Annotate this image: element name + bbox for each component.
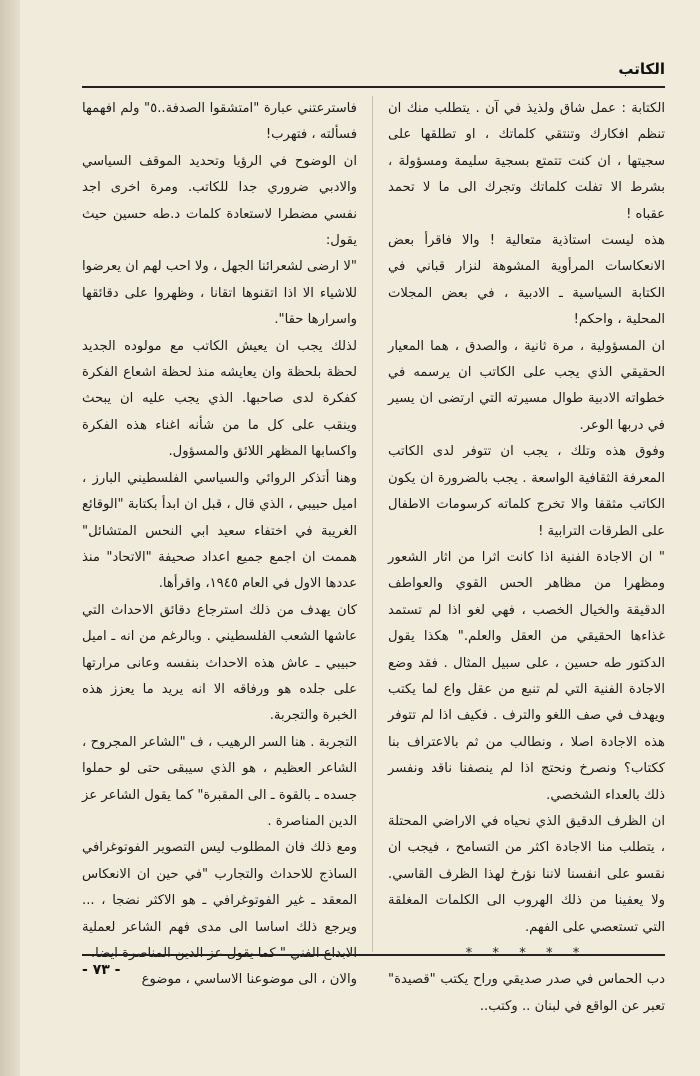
paragraph: هذه ليست استاذية متعالية ! والا فاقرأ بعض الانعكاسات المرأوية المشوهة لنزار قباني في الكتابة السياسية ـ الادبية ، في بعض المجلات المحلية ، واحكم! (388, 233, 665, 328)
column-divider (372, 96, 373, 952)
header-rule (82, 86, 665, 88)
paragraph: فاسترعتني عبارة "امتشقوا الصدفة..٥" ولم افهمها فسألته ، فتهرب! (82, 101, 357, 143)
page-header-title: الكاتب (618, 60, 665, 78)
paragraph: لذلك يجب ان يعيش الكاتب مع مولوده الجديد لحظة بلحظة وان يعايشه منذ لحظة اشعاع الفكرة كفكرة لدى صاحبها. الذي يجب عليه ان يبحث وينقب على كل ما من شأنه اغناء هذه الفكرة واكسابها المظهر اللائق والمسؤول. (82, 338, 357, 460)
paragraph: التجربة . هنا السر الرهيب ، ف "الشاعر المجروح ، الشاعر العظيم ، هو الذي سيبقى حتى لو حملوا جسده ـ بالقوة ـ الى المقبرة" كما يقول الشاعر عز الدين المناصرة . (82, 734, 357, 829)
paragraph: وهنا أتذكر الروائي والسياسي الفلسطيني البارز ، اميل حبيبي ، الذي قال ، قبل ان ابدأ بكتابة "الوقائع الغريبة في اختفاء سعيد ابي النحس المتشائل" هممت ان اجمع جميع اعداد صحيفة "الاتحاد" منذ عددها الاول في العام ١٩٤٥، واقرأها. (82, 470, 357, 592)
page-number: - ٧٣ - (82, 962, 121, 978)
paragraph: ان الظرف الدقيق الذي نحياه في الاراضي المحتلة ، يتطلب منا الاجادة اكثر من التسامح ، فيجب ان نقسو على انفسنا لاننا نؤرخ لهذا الظرف القاسي. ولا يعفينا من ذلك الهروب الى الكلمات المغلقة التي تستعصي على الفهم. (388, 813, 665, 935)
paragraph: ان الوضوح في الرؤيا وتحديد الموقف السياسي والادبي ضروري جدا للكاتب. ومرة اخرى اجد نفسي مضطرا لاستعادة كلمات د.طه حسين حيث يقول: (82, 153, 357, 249)
right-column (388, 96, 665, 1014)
magazine-page (30, 0, 700, 1076)
paragraph: وفوق هذه وتلك ، يجب ان تتوفر لدى الكاتب المعرفة الثقافية الواسعة . يجب بالضرورة ان يكون الكاتب مثقفا والا تخرج كلماته كرسومات الاطفال على الطرقات الترابية ! (388, 444, 665, 539)
paragraph: " ان الاجادة الفنية اذا كانت اثرا من اثار الشعور ومظهرا من مظاهر الحس القوي والعواطف الدقيقة والخيال الخصب ، فهي لغو اذا لم تستمد غذاءها الحقيقي من العقل والعلم." هكذا يقول الدكتور طه حسين ، على سبيل المثال . فقد وضع الاجادة الفنية التي لم تنبع من عقل واع لما يكتب ويهدف في صف اللغو والترف . فكيف اذا لم تتوفر هذه الاجادة اصلا ، ونطالب من ثم بالاعتراف بنا ككتاب؟ ونصرخ ونحتج اذا لم ينصفنا ناقد ونفسر ذلك بالعداء الشخصي. (388, 549, 665, 803)
paragraph: الكتابة : عمل شاق ولذيذ في آن . يتطلب منك ان تنظم افكارك وتنتقي كلماتك ، او تطلقها على سجيتها ، ان كنت تتمتع بسجية سليمة ومسؤولة ، بشرط الا تفلت كلماتك وتجرك الى ما لا تحمد عقباه ! (388, 101, 665, 222)
section-separator: * * * * * (465, 946, 588, 961)
footer-rule (82, 954, 665, 956)
paragraph: ومع ذلك فان المطلوب ليس التصوير الفوتوغرافي الساذج للاحداث والتجارب "في حين ان الانعكاس المعقد ـ غير الفوتوغرافي ـ هو الاكثر نضجا ، ... ويرجع ذلك اساسا الى مدى فهم الشاعر لعملية الابداع الفني " كما يقول عز الدين المناصرة ايضا. (82, 840, 357, 961)
paragraph: دب الحماس في صدر صديقي وراح يكتب "قصيدة" تعبر عن الواقع في لبنان .. وكتب.. (388, 972, 665, 1014)
paragraph: والان ، الى موضوعنا الاساسي ، موضوع (141, 972, 357, 988)
paragraph: كان يهدف من ذلك استرجاع دقائق الاحداث التي عاشها الشعب الفلسطيني . وبالرغم من انه ـ اميل حبيبي ـ عاش هذه الاحداث بنفسه وعانى مرارتها على جلده هو ورفاقه الا انه يريد ما يعزز هذه الخبرة والتجربة. (82, 602, 357, 724)
paragraph: ان المسؤولية ، مرة ثانية ، والصدق ، هما المعيار الحقيقي الذي يجب على الكاتب ان يرسمه في خطواته الادبية طوال مسيرته التي ارتضى ان يسير في دربها الوعر. (388, 338, 665, 433)
paragraph: "لا ارضى لشعرائنا الجهل ، ولا احب لهم ان يعرضوا للاشياء الا اذا اتقنوها اتقانا ، وظهروا على دقائقها واسرارها حقا". (82, 259, 357, 328)
book-binding (0, 0, 20, 1076)
